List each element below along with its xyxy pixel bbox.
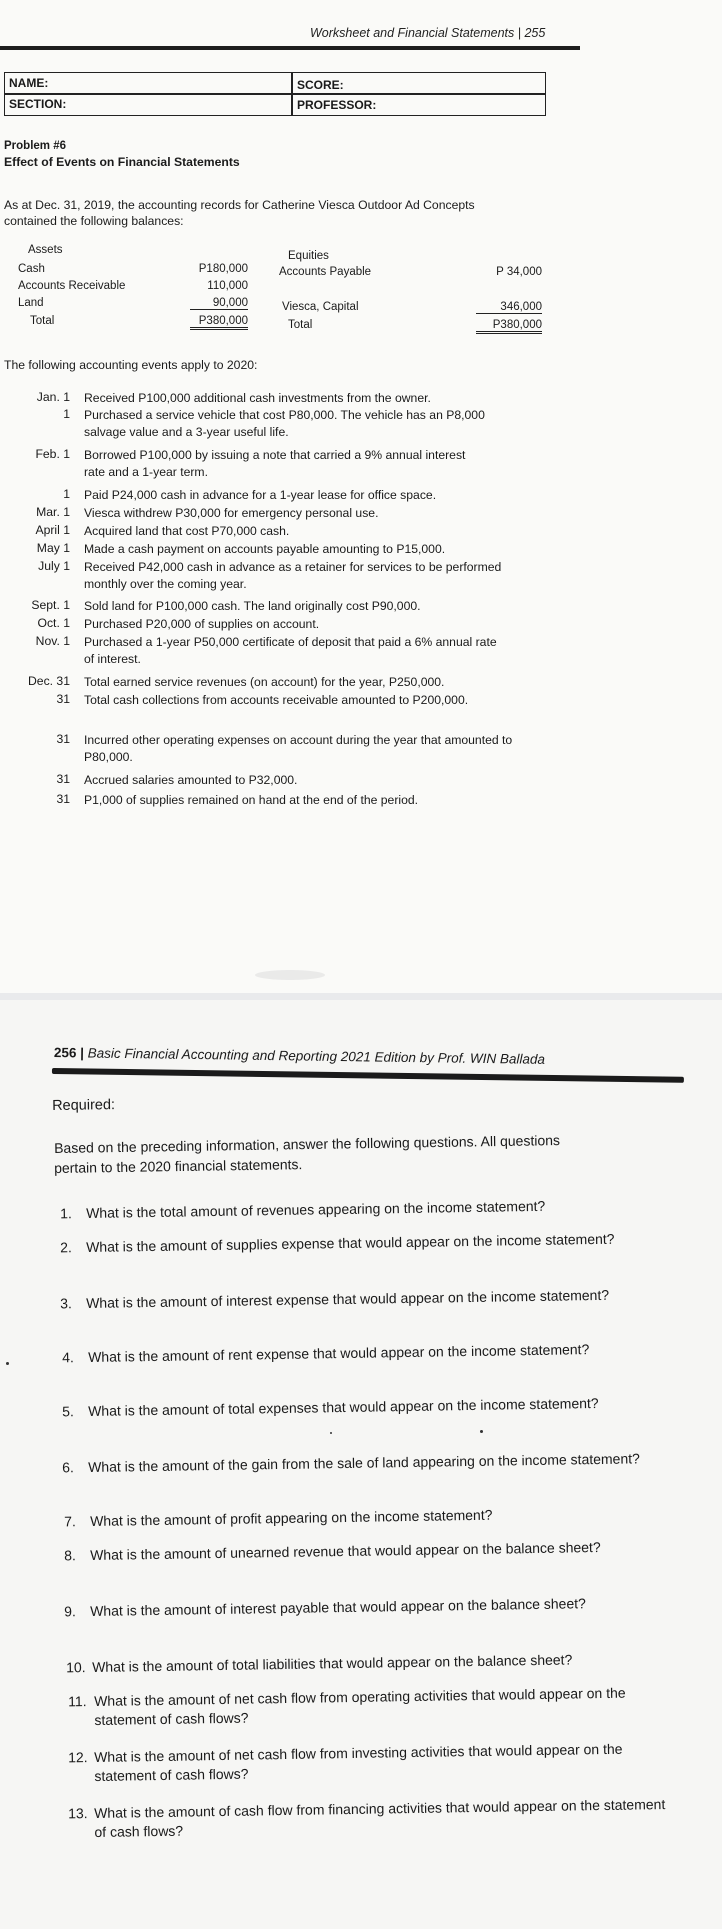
problem-title: Effect of Events on Financial Statements <box>4 155 240 169</box>
question-text: What is the amount of interest payable that would appear on the balance sheet? <box>90 1595 586 1619</box>
asset-amount: P180,000 <box>198 263 248 275</box>
equity-label: Viesca, Capital <box>282 301 359 313</box>
score-label: SCORE: <box>297 78 344 92</box>
question-text: What is the amount of supplies expense that would appear on the income statement? <box>86 1230 615 1255</box>
event-text: Purchased a service vehicle that cost P80,000. The vehicle has an P8,000 salvage value and a 3-year useful life. <box>84 408 485 439</box>
event-date: Feb. 1 <box>35 447 70 461</box>
asset-amount: 90,000 <box>190 297 248 310</box>
stray-mark <box>6 1362 9 1365</box>
equity-label: Accounts Payable <box>279 266 372 278</box>
question-text: What is the amount of rent expense that would appear on the income statement? <box>88 1341 590 1365</box>
question-text: What is the amount of cash flow from financing activities that would appear on the statement of cash flows? <box>94 1796 666 1840</box>
intro-line-1: As at Dec. 31, 2019, the accounting records for Catherine Viesca Outdoor Ad Concepts <box>4 198 475 212</box>
question-number: 2. <box>60 1239 72 1256</box>
question-number: 10. <box>66 1659 86 1676</box>
event-date: 31 <box>56 692 70 706</box>
event-text: Incurred other operating expenses on account during the year that amounted to P80,000. <box>84 733 513 764</box>
event-text: Paid P24,000 cash in advance for a 1-year lease for office space. <box>84 488 437 502</box>
event-date: 1 <box>63 487 70 501</box>
intro-line-2: contained the following balances: <box>4 214 184 228</box>
event-date: 31 <box>56 772 70 786</box>
event-date: Nov. 1 <box>35 634 70 648</box>
question-number: 6. <box>62 1459 74 1476</box>
info-box-divider-horizontal <box>5 93 545 95</box>
event-date: April 1 <box>35 523 70 537</box>
info-box-divider-vertical <box>291 73 293 115</box>
event-text: Viesca withdrew P30,000 for emergency personal use. <box>84 506 379 520</box>
asset-total-amount: P380,000 <box>190 315 248 330</box>
event-text: Received P42,000 cash in advance as a retainer for services to be performed monthly over the coming year. <box>84 560 502 591</box>
question-text: What is the total amount of revenues appearing on the income statement? <box>86 1197 546 1221</box>
question-number: 1. <box>60 1205 72 1222</box>
question-text: What is the amount of net cash flow from investing activities that would appear on the statement of cash flows? <box>94 1740 623 1784</box>
question-number: 5. <box>62 1403 74 1420</box>
equity-total-label: Total <box>288 319 313 331</box>
question-text: What is the amount of total expenses that would appear on the income statement? <box>88 1394 599 1419</box>
asset-label: Cash <box>18 263 45 275</box>
event-date: Jan. 1 <box>36 390 70 404</box>
equity-total-amount: P380,000 <box>476 319 542 334</box>
event-text: Purchased a 1-year P50,000 certificate of deposit that paid a 6% annual rate of interest. <box>84 635 497 666</box>
stray-mark <box>480 1430 483 1433</box>
question-text: What is the amount of unearned revenue that would appear on the balance sheet? <box>90 1538 601 1563</box>
equities-header: Equities <box>288 250 329 262</box>
event-date: Mar. 1 <box>36 505 70 519</box>
event-text: Total cash collections from accounts receivable amounted to P200,000. <box>84 693 469 707</box>
question-text: What is the amount of total liabilities that would appear on the balance sheet? <box>92 1651 573 1675</box>
professor-label: PROFESSOR: <box>297 98 377 112</box>
event-text: Accrued salaries amounted to P32,000. <box>84 773 298 787</box>
equity-amount: P 34,000 <box>496 266 542 278</box>
question-number: 3. <box>60 1295 72 1312</box>
question-text: What is the amount of profit appearing on the income statement? <box>90 1506 493 1529</box>
event-date: Sept. 1 <box>31 598 70 612</box>
question-number: 13. <box>68 1805 88 1822</box>
problem-number: Problem #6 <box>4 140 66 152</box>
event-date: July 1 <box>38 559 70 573</box>
question-number: 9. <box>64 1603 76 1620</box>
asset-label: Land <box>18 297 44 309</box>
event-text: P1,000 of supplies remained on hand at the end of the period. <box>84 793 419 807</box>
question-text: What is the amount of the gain from the sale of land appearing on the income statement? <box>88 1450 640 1475</box>
event-date: Dec. 31 <box>27 674 70 688</box>
stray-mark <box>330 1432 332 1434</box>
question-text: What is the amount of net cash flow from operating activities that would appear on the statement of cash flows? <box>94 1684 626 1728</box>
event-date: 31 <box>56 792 70 806</box>
asset-total-label: Total <box>30 315 55 327</box>
events-intro: The following accounting events apply to 2020: <box>4 358 258 372</box>
equity-amount: 346,000 <box>476 301 542 314</box>
event-text: Purchased P20,000 of supplies on account. <box>84 617 320 631</box>
question-text: What is the amount of interest expense that would appear on the income statement? <box>86 1286 610 1311</box>
instructions-text: Based on the preceding information, answer the following questions. All questions <box>54 1132 561 1156</box>
event-text: Received P100,000 additional cash investments from the owner. <box>84 391 431 405</box>
event-date: May 1 <box>36 541 70 555</box>
running-header-page-255: Worksheet and Financial Statements | 255 <box>310 26 546 40</box>
event-date: 1 <box>63 407 70 421</box>
event-text: Acquired land that cost P70,000 cash. <box>84 524 290 538</box>
asset-label: Accounts Receivable <box>18 280 126 292</box>
asset-amount: 110,000 <box>207 280 248 292</box>
question-number: 7. <box>64 1513 76 1530</box>
scan-smudge <box>255 970 325 980</box>
event-text: Total earned service revenues (on account) for the year, P250,000. <box>84 675 445 689</box>
name-label: NAME: <box>9 76 49 90</box>
question-number: 11. <box>68 1693 87 1710</box>
question-number: 4. <box>62 1349 74 1366</box>
section-label: SECTION: <box>9 97 67 111</box>
required-label: Required: <box>52 1097 116 1114</box>
assets-header: Assets <box>28 244 63 256</box>
event-date: 31 <box>56 732 70 746</box>
event-text: Borrowed P100,000 by issuing a note that carried a 9% annual interest rate and a 1-year term. <box>84 448 466 479</box>
instructions-line-2: pertain to the 2020 financial statements. <box>54 1156 303 1176</box>
running-header-number: 256 | <box>53 1045 85 1061</box>
student-info-box <box>4 72 546 116</box>
question-number: 12. <box>68 1749 88 1766</box>
question-number: 8. <box>64 1547 76 1564</box>
running-header-title: Basic Financial Accounting and Reporting 2021 Edition by Prof. WIN Ballada <box>87 1045 546 1067</box>
event-text: Made a cash payment on accounts payable amounting to P15,000. <box>84 542 446 556</box>
header-rule <box>0 46 580 50</box>
event-date: Oct. 1 <box>37 616 70 630</box>
event-text: Sold land for P100,000 cash. The land originally cost P90,000. <box>84 599 421 613</box>
